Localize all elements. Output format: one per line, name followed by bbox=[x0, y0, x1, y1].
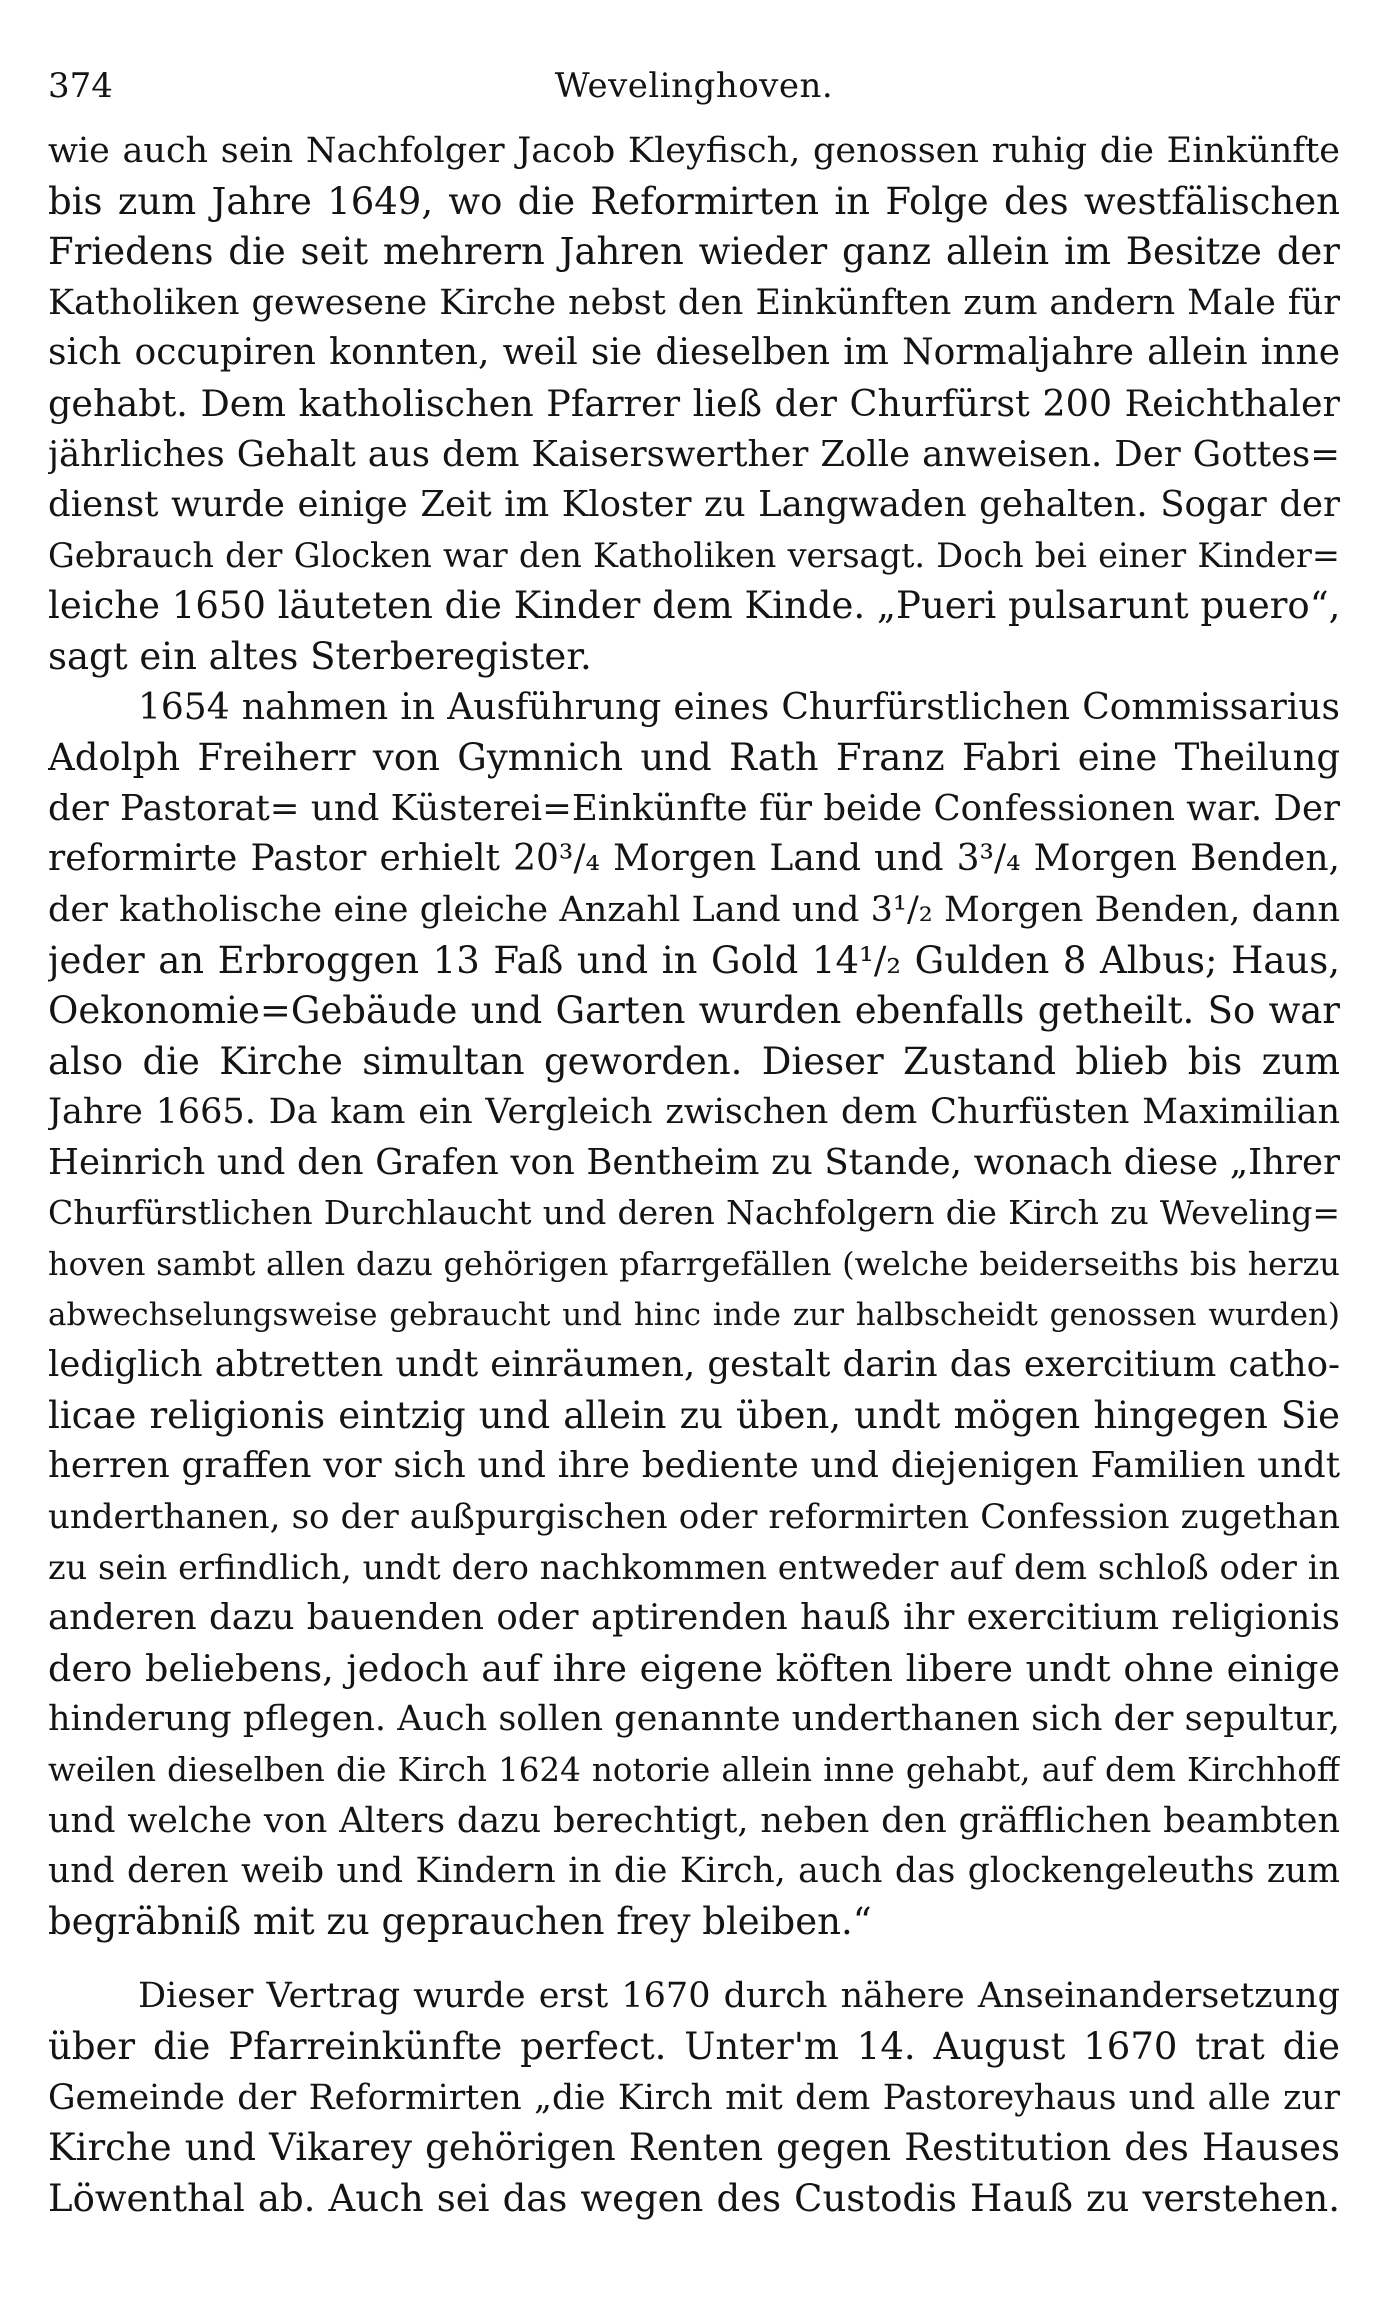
text-line: und deren weib und Kindern in die Kirch, auch das glockengeleuths zum bbox=[48, 1851, 1340, 1892]
text-line: Churfürstlichen Durchlaucht und deren Nachfolgern die Kirch zu Weveling= bbox=[48, 1193, 1340, 1233]
text-line: und welche von Alters dazu berechtigt, neben den gräfflichen beambten bbox=[48, 1800, 1340, 1841]
text-line: reformirte Pastor erhielt 20³/₄ Morgen Land und 3³/₄ Morgen Benden, bbox=[48, 838, 1340, 880]
text-line: sagt ein altes Sterberegister. bbox=[48, 634, 592, 678]
page-number: 374 bbox=[48, 66, 113, 106]
text-line: Gebrauch der Glocken war den Katholiken versagt. Doch bei einer Kinder= bbox=[48, 535, 1340, 575]
text-line: dienst wurde einige Zeit im Kloster zu Langwaden gehalten. Sogar der bbox=[48, 484, 1340, 526]
text-line: 1654 nahmen in Ausführung eines Churfürstlichen Commissarius bbox=[138, 686, 1340, 728]
paragraph-spacer bbox=[48, 1947, 1340, 1971]
text-line: der katholische eine gleiche Anzahl Land und 3¹/₂ Morgen Benden, dann bbox=[48, 889, 1340, 930]
text-line: zu sein erfindlich, undt dero nachkommen entweder auf dem schloß oder in bbox=[48, 1547, 1340, 1587]
text-line: Friedens die seit mehrern Jahren wieder ganz allein im Besitze der bbox=[48, 230, 1340, 274]
text-line: hoven sambt allen dazu gehörigen pfarrgefällen (welche beiderseiths bis herzu bbox=[48, 1245, 1340, 1284]
text-line: licae religionis eintzig und allein zu üben, undt mögen hingegen Sie bbox=[48, 1393, 1340, 1437]
document-page bbox=[48, 60, 1340, 2300]
text-line: jeder an Erbroggen 13 Faß und in Gold 14¹/₂ Gulden 8 Albus; Haus, bbox=[48, 938, 1340, 982]
text-line: über die Pfarreinkünfte perfect. Unter'm 14. August 1670 trat die bbox=[48, 2024, 1340, 2068]
text-line: Jahre 1665. Da kam ein Vergleich zwischen dem Churfüsten Maximilian bbox=[48, 1092, 1340, 1133]
running-header bbox=[48, 60, 1340, 112]
text-line: jährliches Gehalt aus dem Kaiserswerther Zolle anweisen. Der Gottes= bbox=[48, 433, 1340, 475]
text-line: underthanen, so der außpurgischen oder reformirten Confession zugethan bbox=[48, 1497, 1340, 1538]
text-line: Katholiken gewesene Kirche nebst den Einkünften zum andern Male für bbox=[48, 282, 1340, 323]
paragraph-2 bbox=[48, 683, 1340, 1948]
text-line: Heinrich und den Grafen von Bentheim zu Stande, wonach diese „Ihrer bbox=[48, 1141, 1340, 1183]
paragraph-3 bbox=[48, 1971, 1340, 2224]
text-line: herren graffen vor sich und ihre bediente und diejenigen Familien undt bbox=[48, 1445, 1340, 1487]
text-line: also die Kirche simultan geworden. Dieser Zustand blieb bis zum bbox=[48, 1039, 1340, 1083]
text-line: Löwenthal ab. Auch sei das wegen des Custodis Hauß zu verstehen. bbox=[48, 2176, 1340, 2220]
text-line: weilen dieselben die Kirch 1624 notorie allein inne gehabt, auf dem Kirchhoff bbox=[48, 1751, 1340, 1789]
text-line: anderen dazu bauenden oder aptirenden hauß ihr exercitium religionis bbox=[48, 1597, 1340, 1639]
text-line: gehabt. Dem katholischen Pfarrer ließ der Churfürst 200 Reichthaler bbox=[48, 381, 1340, 425]
text-line: sich occupiren konnten, weil sie dieselben im Normaljahre allein inne bbox=[48, 332, 1340, 374]
text-line: wie auch sein Nachfolger Jacob Kleyfisch, genossen ruhig die Einkünfte bbox=[48, 131, 1340, 171]
body-text bbox=[48, 126, 1340, 2224]
text-line: begräbniß mit zu geprauchen frey bleiben.“ bbox=[48, 1899, 872, 1943]
text-line: Gemeinde der Reformirten „die Kirch mit dem Pastoreyhaus und alle zur bbox=[48, 2077, 1340, 2118]
text-line: lediglich abtretten undt einräumen, gestalt darin das exercitium catho- bbox=[48, 1344, 1340, 1386]
text-line: Kirche und Vikarey gehörigen Renten gegen Restitution des Hauses bbox=[48, 2126, 1340, 2170]
paragraph-1 bbox=[48, 126, 1340, 683]
text-line: bis zum Jahre 1649, wo die Reformirten in Folge des westfälischen bbox=[48, 179, 1340, 223]
text-line: dero beliebens, jedoch auf ihre eigene köften libere undt ohne einige bbox=[48, 1646, 1340, 1690]
text-line: hinderung pflegen. Auch sollen genannte underthanen sich der sepultur, bbox=[48, 1699, 1340, 1740]
text-line: abwechselungsweise gebraucht und hinc inde zur halbscheidt genossen wurden) bbox=[48, 1296, 1340, 1333]
text-line: der Pastorat= und Küsterei=Einkünfte für beide Confessionen war. Der bbox=[48, 787, 1340, 829]
text-line: leiche 1650 läuteten die Kinder dem Kinde. „Pueri pulsarunt puero“, bbox=[48, 584, 1340, 628]
text-line: Dieser Vertrag wurde erst 1670 durch nähere Anseinandersetzung bbox=[138, 1976, 1340, 2017]
header-title: Wevelinghoven. bbox=[554, 66, 834, 106]
text-line: Oekonomie=Gebäude und Garten wurden ebenfalls getheilt. So war bbox=[48, 989, 1340, 1033]
text-line: Adolph Freiherr von Gymnich und Rath Franz Fabri eine Theilung bbox=[48, 736, 1340, 780]
